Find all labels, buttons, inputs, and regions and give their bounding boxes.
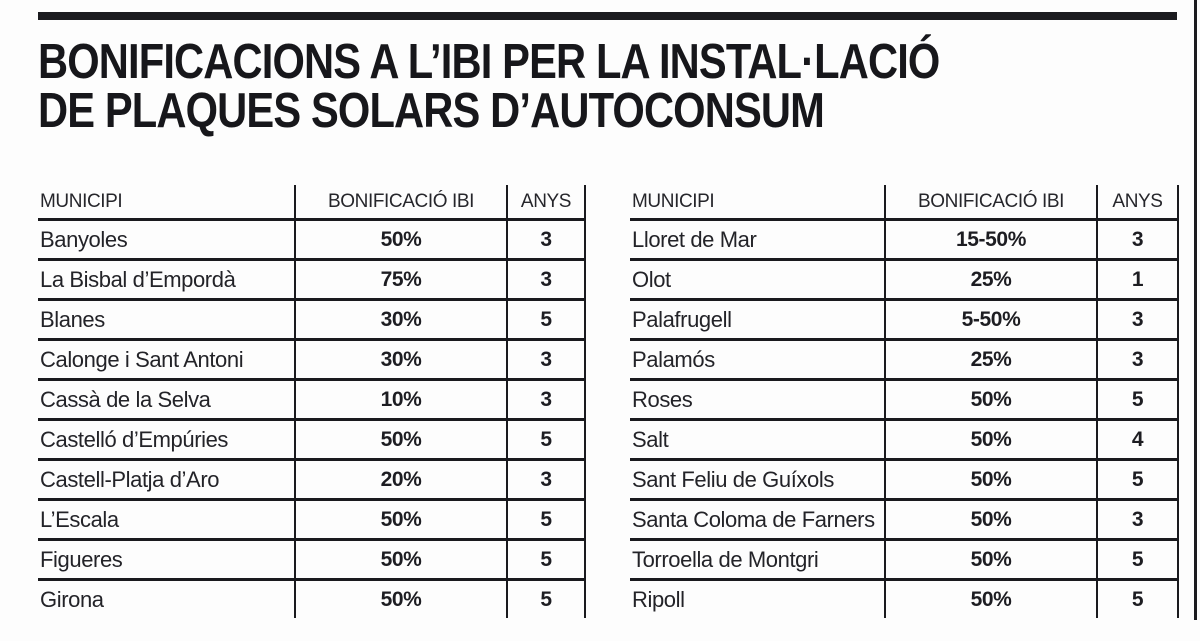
bonification-cell: 50% (885, 380, 1097, 420)
years-cell: 1 (1097, 260, 1178, 300)
page-title (38, 35, 940, 138)
years-cell: 4 (1097, 420, 1178, 460)
table-row (38, 380, 585, 420)
years-cell: 3 (1097, 500, 1178, 540)
municipality-cell: Palafrugell (630, 300, 885, 340)
page-title-line-2: DE PLAQUES SOLARS D’AUTOCONSUM (38, 84, 824, 138)
table-row (630, 540, 1178, 580)
bonification-cell: 30% (295, 340, 507, 380)
bonification-cell: 50% (885, 420, 1097, 460)
table-row (38, 460, 585, 500)
right-table (630, 185, 1179, 618)
municipality-cell: Calonge i Sant Antoni (38, 340, 295, 380)
bonification-cell: 50% (295, 220, 507, 260)
municipality-cell: Olot (630, 260, 885, 300)
municipality-cell: Roses (630, 380, 885, 420)
bonification-cell: 15-50% (885, 220, 1097, 260)
table-row (630, 420, 1178, 460)
municipality-cell: Cassà de la Selva (38, 380, 295, 420)
municipality-cell: Girona (40, 586, 104, 612)
table-row (630, 260, 1178, 300)
bonification-cell: 75% (295, 260, 507, 300)
table-row (630, 380, 1178, 420)
bonification-cell: 30% (295, 300, 507, 340)
years-cell: 3 (1097, 340, 1178, 380)
bonification-cell: 25% (885, 260, 1097, 300)
years-cell: 5 (1097, 540, 1178, 580)
col-header-municipi: MUNICIPI (38, 185, 295, 220)
table-row (630, 300, 1178, 340)
municipality-cell: Palamós (630, 340, 885, 380)
bonification-cell: 50% (295, 500, 507, 540)
bonification-cell: 50% (885, 580, 1097, 619)
col-header-anys: ANYS (1097, 185, 1178, 220)
table-row (630, 220, 1178, 260)
municipality-cell: Castelló d’Empúries (38, 420, 295, 460)
table-row (38, 300, 585, 340)
years-cell: 5 (1097, 460, 1178, 500)
years-cell: 3 (507, 380, 585, 420)
bonification-cell: 50% (295, 420, 507, 460)
top-rule (38, 12, 1177, 20)
years-cell: 3 (507, 220, 585, 260)
bonification-cell: 50% (885, 460, 1097, 500)
municipality-cell: L’Escala (38, 500, 295, 540)
bonification-cell: 50% (885, 500, 1097, 540)
years-cell: 3 (1097, 300, 1178, 340)
municipality-cell: Ripoll (632, 586, 685, 612)
left-table-container (38, 185, 585, 618)
municipality-cell: Sant Feliu de Guíxols (630, 460, 885, 500)
bonification-cell: 5-50% (885, 300, 1097, 340)
bonification-cell: 10% (295, 380, 507, 420)
page-title-line-1: BONIFICACIONS A L’IBI PER LA INSTAL·LACIÓ (38, 35, 940, 89)
years-cell: 5 (1097, 380, 1178, 420)
col-header-bonificacio: BONIFICACIÓ IBI (885, 185, 1097, 220)
municipality-cell: Salt (630, 420, 885, 460)
page-edge-line (1194, 0, 1197, 620)
municipality-cell: Figueres (38, 540, 295, 580)
table-row (630, 460, 1178, 500)
table-row (38, 540, 585, 580)
years-cell: 3 (507, 460, 585, 500)
header-row (630, 185, 1178, 220)
table-row (38, 500, 585, 540)
table-row (630, 340, 1178, 380)
years-cell: 5 (507, 300, 585, 340)
years-cell: 5 (507, 580, 585, 619)
bonification-cell: 50% (885, 540, 1097, 580)
years-cell: 3 (507, 260, 585, 300)
municipality-cell: La Bisbal d’Empordà (38, 260, 295, 300)
col-header-bonificacio: BONIFICACIÓ IBI (295, 185, 507, 220)
municipality-cell: Blanes (38, 300, 295, 340)
table-row (38, 420, 585, 460)
col-header-municipi: MUNICIPI (630, 185, 885, 220)
table-row (38, 580, 585, 619)
municipality-cell: Santa Coloma de Farners (630, 500, 885, 540)
municipality-cell: Torroella de Montgri (630, 540, 885, 580)
municipality-cell: Lloret de Mar (630, 220, 885, 260)
col-header-anys: ANYS (507, 185, 585, 220)
table-row (38, 260, 585, 300)
left-table (38, 185, 586, 618)
right-table-container (630, 185, 1178, 618)
table-row (38, 340, 585, 380)
bonification-cell: 25% (885, 340, 1097, 380)
years-cell: 5 (1097, 580, 1178, 619)
municipality-cell: Banyoles (38, 220, 295, 260)
table-row (630, 580, 1178, 619)
table-row (630, 500, 1178, 540)
bonification-cell: 50% (295, 580, 507, 619)
years-cell: 3 (1097, 220, 1178, 260)
years-cell: 5 (507, 500, 585, 540)
header-row (38, 185, 585, 220)
bonification-cell: 50% (295, 540, 507, 580)
years-cell: 3 (507, 340, 585, 380)
bonification-cell: 20% (295, 460, 507, 500)
years-cell: 5 (507, 540, 585, 580)
years-cell: 5 (507, 420, 585, 460)
municipality-cell: Castell-Platja d’Aro (38, 460, 295, 500)
table-row (38, 220, 585, 260)
